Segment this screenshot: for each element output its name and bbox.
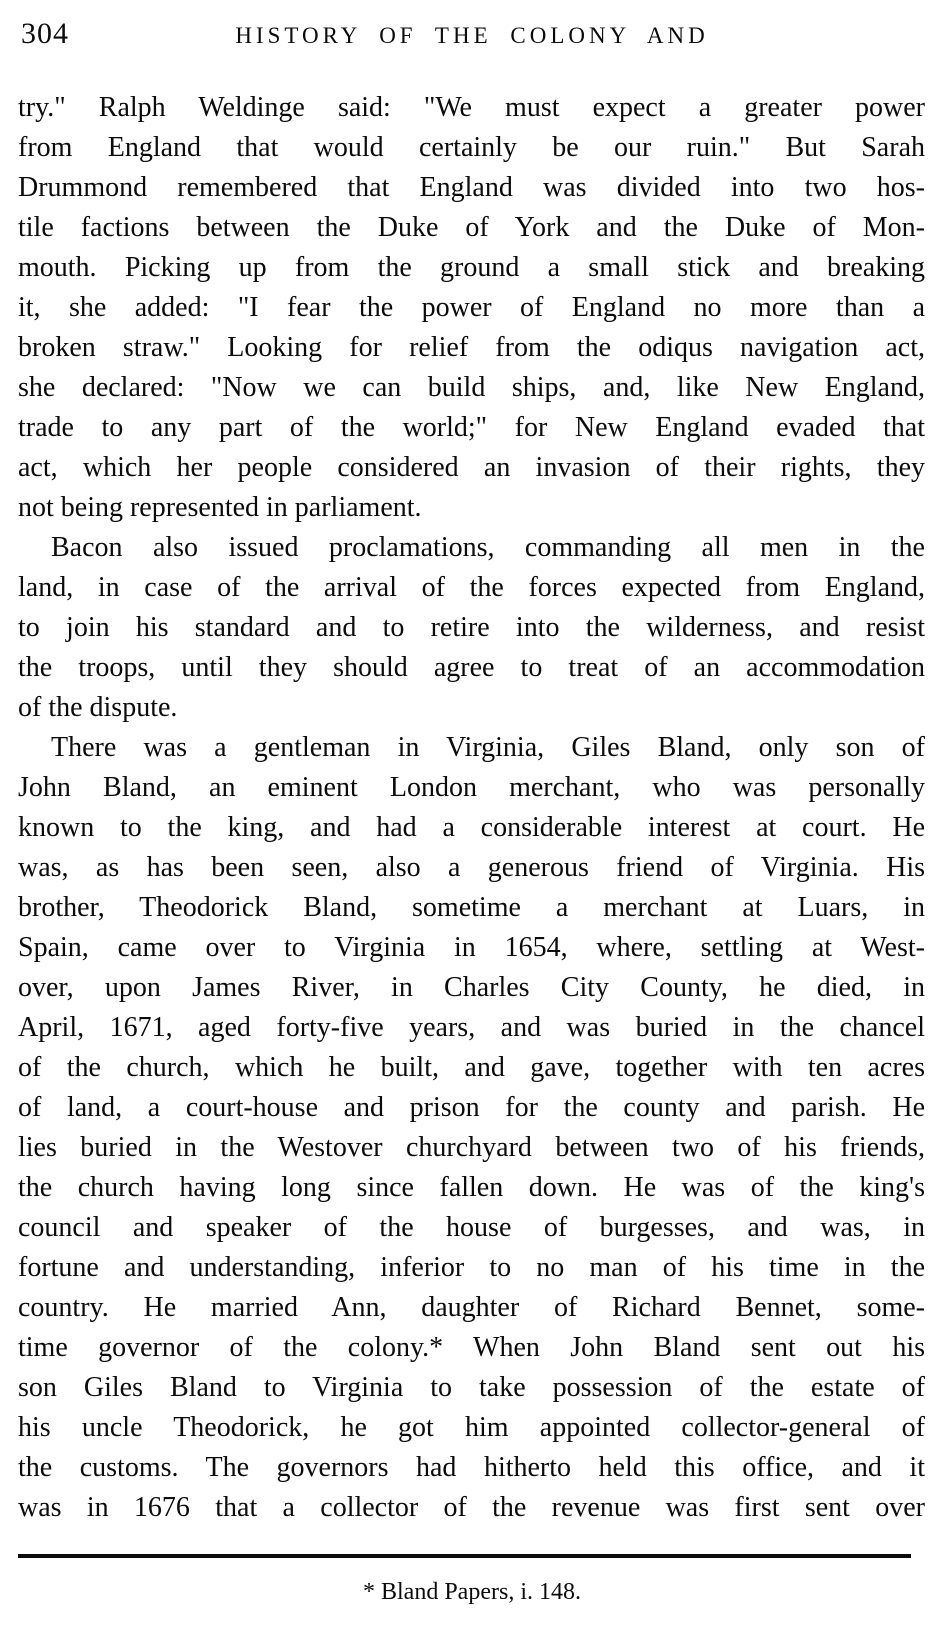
- text-line: There was a gentleman in Virginia, Giles Bland, only son of: [51, 732, 925, 763]
- text-line: Drummond remembered that England was divided into two hos-: [18, 172, 925, 203]
- text-line: the troops, until they should agree to treat of an accommodation: [18, 652, 925, 683]
- text-line: of the church, which he built, and gave, together with ten acres: [18, 1052, 925, 1083]
- text-line: the church having long since fallen down. He was of the king's: [18, 1172, 925, 1203]
- paragraph: [18, 88, 925, 528]
- footnote: * Bland Papers, i. 148.: [363, 1579, 581, 1605]
- text-line: not being represented in parliament.: [18, 492, 422, 523]
- text-line: Spain, came over to Virginia in 1654, where, settling at West-: [18, 932, 925, 963]
- paragraph: [18, 528, 925, 728]
- text-line: tile factions between the Duke of York and the Duke of Mon-: [18, 212, 925, 243]
- text-line: over, upon James River, in Charles City County, he died, in: [18, 972, 925, 1003]
- text-line: his uncle Theodorick, he got him appointed collector-general of: [18, 1412, 925, 1443]
- running-title: HISTORY OF THE COLONY AND: [235, 23, 709, 48]
- text-line: was, as has been seen, also a generous friend of Virginia. His: [18, 852, 925, 883]
- text-line: to join his standard and to retire into the wilderness, and resist: [18, 612, 925, 643]
- text-line: brother, Theodorick Bland, sometime a merchant at Luars, in: [18, 892, 925, 923]
- body-text: [18, 88, 925, 1528]
- text-line: son Giles Bland to Virginia to take possession of the estate of: [18, 1372, 925, 1403]
- text-line: the customs. The governors had hitherto held this office, and it: [18, 1452, 925, 1483]
- page-number: 304: [21, 17, 69, 50]
- text-line: try." Ralph Weldinge said: "We must expect a greater power: [18, 92, 925, 123]
- text-line: of the dispute.: [18, 692, 178, 723]
- text-line: country. He married Ann, daughter of Richard Bennet, some-: [18, 1292, 925, 1323]
- text-line: of land, a court-house and prison for the county and parish. He: [18, 1092, 925, 1123]
- footnote-rule: [18, 1554, 911, 1558]
- text-line: she declared: "Now we can build ships, and, like New England,: [18, 372, 925, 403]
- text-line: mouth. Picking up from the ground a small stick and breaking: [18, 252, 925, 283]
- text-line: act, which her people considered an invasion of their rights, they: [18, 452, 925, 483]
- text-line: April, 1671, aged forty-five years, and was buried in the chancel: [18, 1012, 925, 1043]
- text-line: John Bland, an eminent London merchant, who was personally: [18, 772, 925, 803]
- text-line: from England that would certainly be our ruin." But Sarah: [18, 132, 925, 163]
- text-line: Bacon also issued proclamations, commanding all men in the: [51, 532, 925, 563]
- text-line: broken straw." Looking for relief from the odiqus navigation act,: [18, 332, 925, 363]
- text-line: fortune and understanding, inferior to no man of his time in the: [18, 1252, 925, 1283]
- text-line: trade to any part of the world;" for New England evaded that: [18, 412, 925, 443]
- running-header: [0, 0, 944, 60]
- text-line: known to the king, and had a considerable interest at court. He: [18, 812, 925, 843]
- text-line: council and speaker of the house of burgesses, and was, in: [18, 1212, 925, 1243]
- text-line: was in 1676 that a collector of the revenue was first sent over: [18, 1492, 925, 1523]
- paragraph: [18, 728, 925, 1528]
- text-line: time governor of the colony.* When John Bland sent out his: [18, 1332, 925, 1363]
- text-line: lies buried in the Westover churchyard between two of his friends,: [18, 1132, 925, 1163]
- text-line: it, she added: "I fear the power of England no more than a: [18, 292, 925, 323]
- text-line: land, in case of the arrival of the forces expected from England,: [18, 572, 925, 603]
